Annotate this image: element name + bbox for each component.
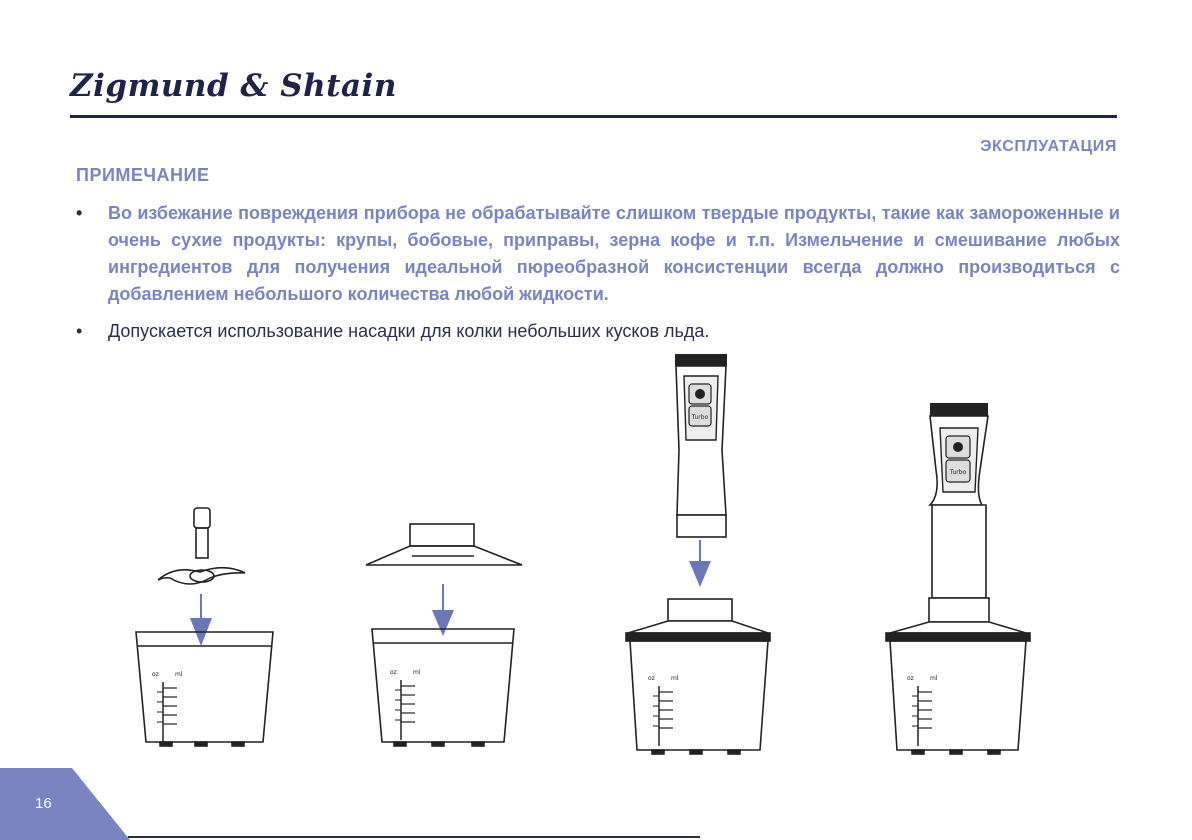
note-title: ПРИМЕЧАНИЕ: [76, 165, 210, 185]
note-bullet-warning: [76, 200, 1120, 308]
arrow-down-icon: [190, 594, 212, 646]
measure-scale: [395, 680, 415, 740]
note-bullet-text: Допускается использование насадки для колки небольших кусков льда.: [108, 321, 710, 341]
chopper-bowl: [136, 632, 273, 746]
scene-blade-insert: [136, 508, 273, 746]
chopper-lid: [366, 524, 522, 565]
arrow-down-icon: [689, 540, 711, 587]
measure-scale: [157, 682, 177, 742]
measure-scale: [912, 686, 932, 746]
bullet-dot-icon: •: [76, 203, 83, 223]
header-divider: [70, 115, 1117, 118]
scale-oz-header: oz: [907, 675, 914, 682]
note-list: [76, 200, 1120, 345]
scene-assembled: [886, 403, 1030, 754]
chopper-blade: [158, 508, 245, 584]
assembled-chopper: [886, 622, 1030, 754]
turbo-button-label: Turbo: [949, 469, 967, 476]
scale-oz-header: oz: [390, 669, 397, 676]
chopper-bowl: [372, 629, 514, 746]
scale-ml-header: ml: [930, 675, 938, 682]
scale-ml-header: ml: [413, 669, 421, 676]
scene-motor-insert: [626, 354, 770, 754]
note-bullet-text: Во избежание повреждения прибора не обрабатывайте слишком твердые продукты, такие как замороженные и очень сухие продукты: крупы, бобовые, приправы, зерна кофе и т.п. Измельчение и смешивание любых ингредиентов для получения идеальной пюреобразной консистенции всегда должно производиться с добавлением небольшого количества любой жидкости.: [108, 203, 1120, 304]
scale-oz-header: oz: [648, 675, 655, 682]
bullet-dot-icon: •: [76, 321, 83, 341]
page-number-tab: [0, 768, 130, 840]
scene-lid-insert: [366, 524, 522, 746]
assembly-illustration: [0, 340, 1192, 765]
brand-logo: Zigmund & Shtain: [70, 68, 397, 104]
page-number: 16: [35, 795, 52, 812]
scale-ml-header: ml: [175, 671, 183, 678]
scale-oz-header: oz: [152, 671, 159, 678]
footer-rule: [128, 836, 700, 838]
measure-scale: [653, 686, 673, 746]
scale-ml-header: ml: [671, 675, 679, 682]
section-label: ЭКСПЛУАТАЦИЯ: [980, 138, 1117, 155]
motor-unit: [929, 403, 989, 622]
turbo-button-label: Turbo: [691, 414, 709, 421]
motor-unit: [675, 354, 727, 537]
